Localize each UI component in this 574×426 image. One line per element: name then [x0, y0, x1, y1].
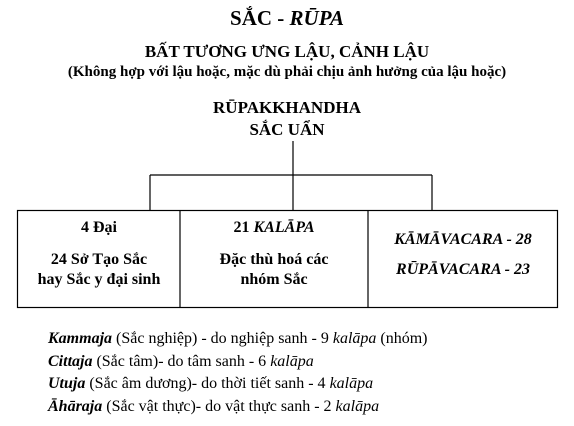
diagram-subtitle: BẤT TƯƠNG ƯNG LẬU, CẢNH LẬU: [144, 42, 430, 61]
diagram-note: (Không hợp với lậu hoặc, mặc dù phải chịu ảnh hưởng của lậu hoặc): [67, 64, 507, 80]
origin-row-utuja: [48, 374, 373, 394]
box3-line1: KĀMĀVACARA - 28: [394, 231, 532, 248]
box2-line1: [180, 218, 368, 238]
box3-line2: RŪPĀVACARA - 23: [396, 261, 530, 278]
box1-line1: 4 Đại: [81, 219, 117, 236]
origin-kalapa: kalāpa: [332, 330, 377, 347]
box2-kalapa: KALĀPA: [253, 219, 315, 236]
origin-term: Kammaja: [48, 330, 113, 347]
box2-count: 21: [233, 219, 254, 236]
heading-viet: SẮC UẨN: [249, 120, 325, 139]
box-kalapa: [180, 210, 368, 308]
origin-kalapa: kalāpa: [335, 398, 380, 415]
origin-term: Āhāraja: [48, 398, 103, 415]
title-pali: RŪPA: [289, 6, 344, 30]
origin-tail: (nhóm): [376, 330, 428, 347]
box2-line2: Đặc thù hoá các: [219, 251, 329, 268]
box-planes: [368, 210, 558, 308]
box1-line3: hay Sắc y đại sinh: [37, 271, 161, 288]
box-great-elements: [18, 210, 180, 308]
origin-meaning: (Sắc âm dương)- do thời tiết sanh - 4: [85, 375, 330, 392]
origin-kalapa: kalāpa: [329, 375, 374, 392]
title-text: SẮC -: [230, 6, 290, 30]
origin-term: Cittaja: [48, 353, 93, 370]
origin-meaning: (Sắc vật thực)- do vật thực sanh - 2: [102, 398, 336, 415]
box2-line3: nhóm Sắc: [240, 271, 308, 288]
origin-meaning: (Sắc tâm)- do tâm sanh - 6: [92, 353, 271, 370]
origin-term: Utuja: [48, 375, 86, 392]
origin-row-cittaja: [48, 352, 314, 372]
origin-row-aharaja: [48, 397, 379, 417]
origin-row-kammaja: [48, 329, 428, 349]
box1-line2: 24 Sở Tạo Sắc: [50, 251, 148, 268]
origin-kalapa: kalāpa: [270, 353, 314, 370]
origin-meaning: (Sắc nghiệp) - do nghiệp sanh - 9: [112, 330, 333, 347]
heading-pali: RŪPAKKHANDHA: [213, 98, 361, 117]
